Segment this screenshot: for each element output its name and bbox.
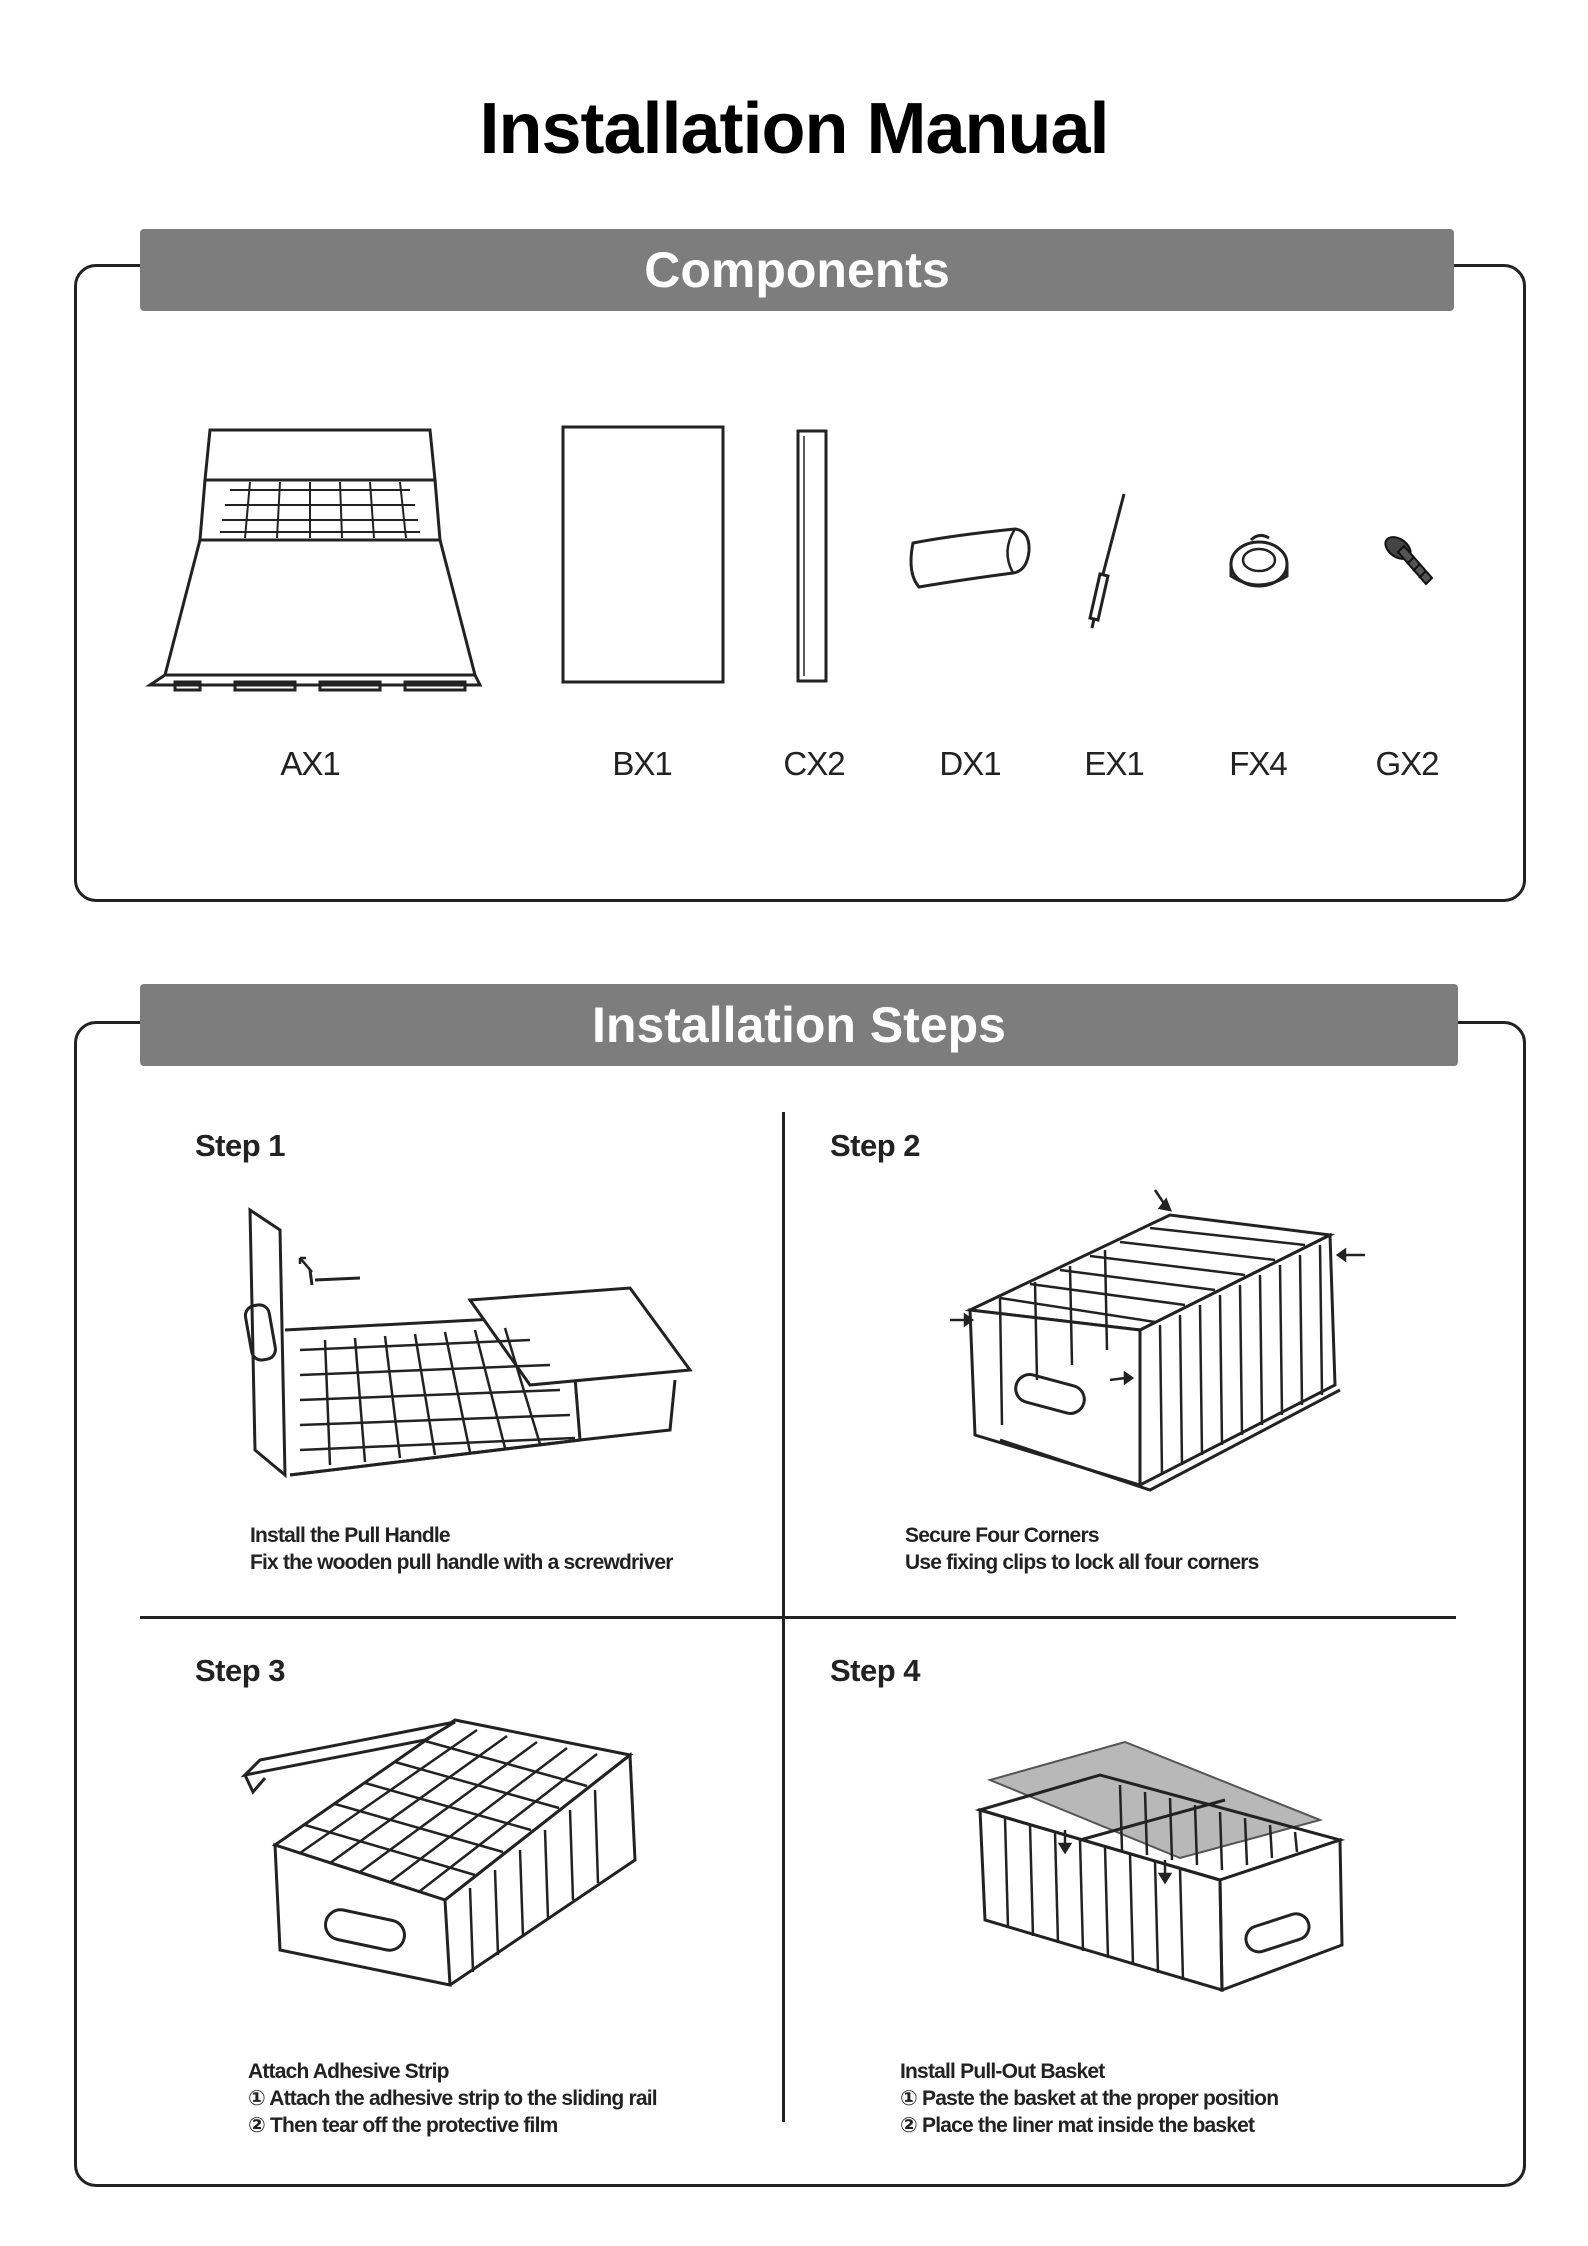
- components-banner: Components: [140, 229, 1454, 311]
- step-4-caption-line: ② Place the liner mat inside the basket: [900, 2114, 1255, 2137]
- component-label-dx1: DX1: [939, 745, 1001, 782]
- step-1-title: Step 1: [195, 1128, 286, 1163]
- component-c-illustration: [795, 428, 835, 688]
- step-1-caption-line: Fix the wooden pull handle with a screwdriver: [250, 1551, 673, 1574]
- steps-banner: Installation Steps: [140, 984, 1458, 1066]
- component-label-ax1: AX1: [280, 745, 340, 782]
- step-2-title: Step 2: [830, 1128, 921, 1163]
- step-3-illustration: [245, 1700, 645, 2000]
- step-2-caption: [905, 1522, 1258, 1576]
- component-g-illustration: [1380, 532, 1440, 592]
- step-4-caption-title: Install Pull-Out Basket: [900, 2060, 1105, 2083]
- step-1-caption-title: Install the Pull Handle: [250, 1524, 450, 1547]
- component-label-fx4: FX4: [1229, 745, 1287, 782]
- step-2-caption-line: Use fixing clips to lock all four corners: [905, 1551, 1259, 1574]
- step-3-caption-line: ① Attach the adhesive strip to the sliding rail: [248, 2087, 657, 2110]
- step-2-caption-title: Secure Four Corners: [905, 1524, 1099, 1547]
- component-label-bx1: BX1: [612, 745, 672, 782]
- component-label-cx2: CX2: [783, 745, 845, 782]
- step-1-caption: [250, 1522, 673, 1576]
- step-3-caption: [248, 2058, 657, 2139]
- component-d-illustration: [905, 525, 1035, 595]
- component-f-illustration: [1225, 530, 1295, 595]
- step-4-caption-line: ① Paste the basket at the proper position: [900, 2087, 1279, 2110]
- step-3-caption-line: ② Then tear off the protective film: [248, 2114, 558, 2137]
- step-4-title: Step 4: [830, 1653, 921, 1688]
- steps-horizontal-divider: [140, 1616, 1456, 1619]
- step-3-title: Step 3: [195, 1653, 286, 1688]
- page-title: Installation Manual: [479, 89, 1109, 169]
- component-e-illustration: [1080, 490, 1130, 630]
- step-3-caption-title: Attach Adhesive Strip: [248, 2060, 449, 2083]
- step-1-illustration: [230, 1200, 700, 1490]
- component-a-illustration: [130, 420, 490, 700]
- component-label-ex1: EX1: [1084, 745, 1144, 782]
- step-4-illustration: [970, 1740, 1350, 2030]
- component-b-illustration: [560, 424, 730, 684]
- component-label-gx2: GX2: [1375, 745, 1439, 782]
- step-4-caption: [900, 2058, 1278, 2139]
- step-2-illustration: [940, 1180, 1370, 1500]
